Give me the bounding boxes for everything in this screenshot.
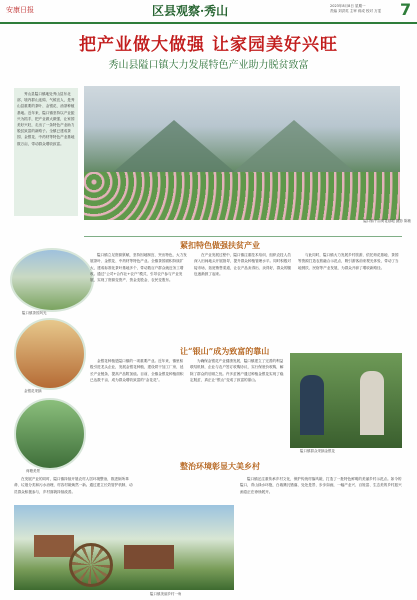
page-number: 7 bbox=[400, 0, 412, 19]
issue-meta bbox=[330, 4, 400, 14]
issue-meta-line: 2023年8月8日 星期一 bbox=[330, 4, 366, 8]
section-3-col-2: 隘口镇还注重传承乡村文化，保护传统村落风貌，打造了一批特色鲜明的美丽乡村示范点。如今的隘口，青山绿水环抱，白墙黛瓦错落，处处是景、步步如画，一幅产业兴、百姓富、生态美的乡村振兴画卷正在徐徐展开。 bbox=[240, 477, 402, 494]
lead-box bbox=[14, 88, 78, 216]
honeysuckle-pickers-photo bbox=[290, 353, 402, 448]
waterwheel-shape bbox=[69, 543, 113, 587]
masthead bbox=[0, 0, 417, 24]
person-figure bbox=[360, 371, 384, 435]
person-figure bbox=[300, 375, 324, 435]
issue-meta-line: 责编 刘洪英 主审 蒋成 校对 万雯 bbox=[330, 9, 382, 13]
divider bbox=[84, 236, 402, 237]
section-heading-3: 整治环境彰显大美乡村 bbox=[180, 461, 260, 471]
section-heading-2: 让“银山”成为致富的靠山 bbox=[180, 346, 270, 356]
mountain-shape bbox=[224, 120, 364, 180]
tea-garden-photo bbox=[10, 248, 94, 312]
house-shape bbox=[34, 535, 74, 557]
section-3-col-1: 在发展产业的同时，隘口镇持续开展农村人居环境整治，推进厕所革命、垃圾分类和污水治理，村容村貌焕然一新。通过建立长效管护机制，动员群众积极参与，乡村面貌持续改善。 bbox=[14, 477, 133, 494]
section-heading-1: 紧扣特色做强扶贫产业 bbox=[180, 240, 260, 250]
photo-caption: 荷塘美景 bbox=[26, 469, 40, 473]
lotus-field bbox=[84, 172, 400, 220]
section-1-col-3: 与此同时，隘口镇大力发展乡村旅游，依托荷花基地、茶园等资源打造农旅融合示范点，吸引游客前来观光体验，带动了当地餐饮、民宿等产业发展，为群众开辟了增收新路径。 bbox=[298, 253, 399, 270]
lead-text: 秀山县隘口镇地处秀山县东北部，境内群山连绵、气候宜人，是秀山县重要的茶叶、金银花、油茶种植基地。近年来，隘口镇坚持以产业振兴为抓手，把产业做大做强，让家园美好兴旺，走出了一条特色产业助力脱贫致富的新路子。全镇已建成茶园、金银花、中药材等特色产业基地数万亩，带动群众增收致富。 bbox=[17, 92, 75, 146]
section-title: 区县观察·秀山 bbox=[152, 4, 229, 18]
subheadline: 秀山县隘口镇大力发展特色产业助力脱贫致富 bbox=[108, 60, 309, 71]
headline: 把产业做大做强 让家园美好兴旺 bbox=[79, 35, 338, 55]
photo-caption: 隘口镇群众采摘金银花 bbox=[300, 449, 335, 453]
section-2-col-2: 为确保金银花产业健康发展，隘口镇建立了完善的利益联结机制，企业与农户签订收购协议，实行保底价收购，解除了群众的后顾之忧。许多贫困户通过种植金银花实现了稳定脱贫，真正让“银山”变成了致富的靠山。 bbox=[190, 359, 284, 382]
house-shape bbox=[124, 545, 174, 569]
honeysuckle-photo bbox=[14, 318, 86, 390]
mountain-shape bbox=[104, 120, 244, 180]
hero-photo bbox=[84, 86, 400, 220]
lotus-pond-photo bbox=[14, 398, 86, 470]
village-photo bbox=[14, 505, 234, 590]
section-2-col-1: 金银花种植是隘口镇的一项重要产业。近年来，镇里积极引进龙头企业，发展金银花种植，建设烘干加工厂房，延长产业链条，提高产品附加值。目前，全镇金银花种植面积已达数千亩，成为群众增收致富的“金花花”。 bbox=[90, 359, 184, 382]
photo-caption: 金银花采摘 bbox=[24, 389, 42, 393]
photo-caption: 隘口镇茶园风光 bbox=[22, 311, 47, 315]
paper-name: 安康日报 bbox=[6, 6, 34, 14]
section-1-col-2: 在产业发展过程中，隘口镇注重技术培训，组织农技人员深入田间地头开展指导，提升群众种植管理水平。同时积极对接市场，拓宽销售渠道，让农产品卖得出、卖得好，群众的腰包逐渐鼓了起来。 bbox=[194, 253, 292, 276]
photo-caption: 隘口镇美丽乡村一角 bbox=[150, 592, 182, 596]
hero-caption: 隘口镇千亩荷花基地 摄影 陈敏 bbox=[363, 219, 411, 223]
section-1-col-1: 隘口镇立足资源禀赋，坚持因地制宜、突出特色，大力发展茶叶、金银花、中药材等特色产业。全镇茶园面积持续扩大，建成标准化茶叶基地多个，带动数百户群众就近务工增收。通过“公司+合作社+农户”模式，引导农户参与产业发展，实现了资源变资产、资金变股金、农民变股东。 bbox=[90, 253, 187, 283]
